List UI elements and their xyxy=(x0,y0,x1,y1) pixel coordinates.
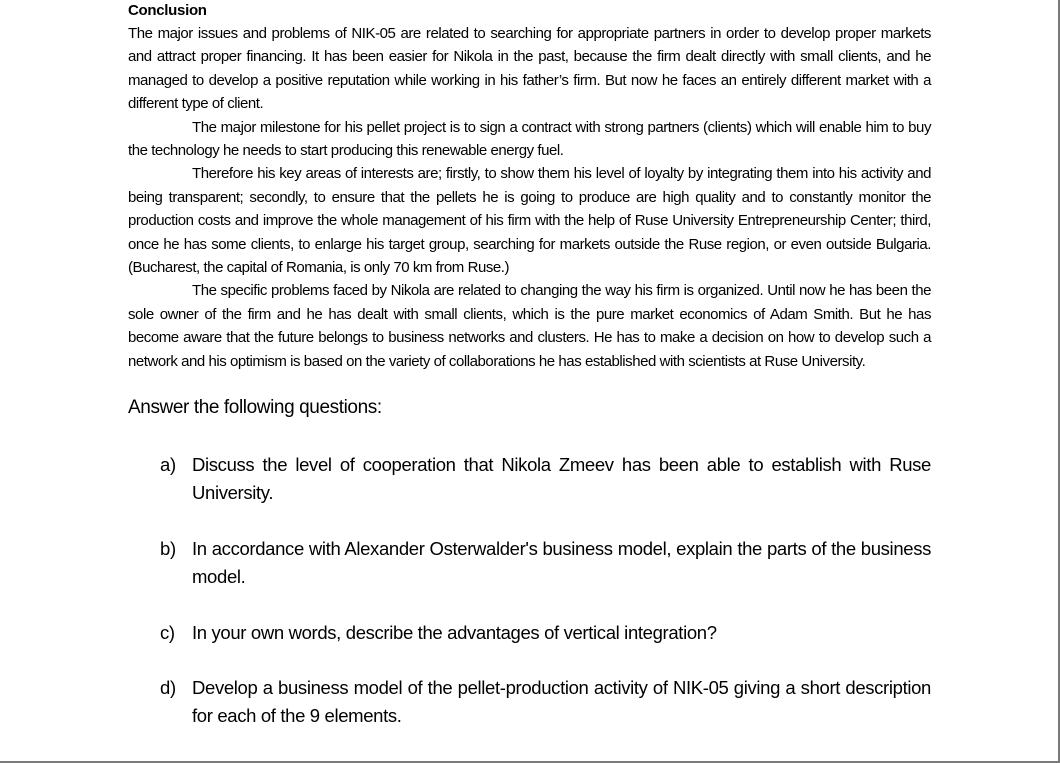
paragraph-specific-problems: The specific problems faced by Nikola are related to changing the way his firm is organized. Until now he has been the sole owner of the firm and he has dealt with small clients, which is the pure market economics of Adam Smith. But he has become aware that the future belongs to business networks and clusters. He has to make a decision on how to develop such a network and his optimism is based on the variety of collaborations he has established with scientists at Ruse University. xyxy=(128,282,931,370)
paragraph-issues: The major issues and problems of NIK-05 are related to searching for appropriate partners in order to develop proper markets and attract proper financing. It has been easier for Nikola in the past, because the firm dealt directly with small clients, and he managed to develop a positive reputation while working in his father’s firm. But now he faces an entirely different market with a different type of client. xyxy=(128,25,931,113)
question-text: Develop a business model of the pellet-production activity of NIK-05 giving a short description for each of the 9 elements. xyxy=(192,677,931,727)
questions-list xyxy=(128,451,931,730)
section-heading: Conclusion xyxy=(128,2,207,19)
question-text: Discuss the level of cooperation that Nikola Zmeev has been able to establish with Ruse University. xyxy=(192,454,931,504)
question-marker: d) xyxy=(160,677,176,699)
question-d xyxy=(128,674,931,730)
question-b xyxy=(128,535,931,591)
paragraph-milestone: The major milestone for his pellet project is to sign a contract with strong partners (clients) which will enable him to buy the technology he needs to start producing this renewable energy fuel. xyxy=(128,118,931,160)
question-marker: a) xyxy=(160,454,176,476)
paragraph-key-areas: Therefore his key areas of interests are; firstly, to show them his level of loyalty by integrating them into his activity and being transparent; secondly, to ensure that the pellets he is going to produce are high quality and to constantly monitor the production costs and improve the whole management of his firm with the help of Ruse University Entrepreneurship Center; third, once he has some clients, to enlarge his target group, searching for markets outside the Ruse region, or even outside Bulgaria. (Bucharest, the capital of Romania, is only 70 km from Ruse.) xyxy=(128,165,931,277)
question-marker: c) xyxy=(160,622,175,644)
question-text: In accordance with Alexander Osterwalder's business model, explain the parts of the business model. xyxy=(192,538,931,588)
question-c xyxy=(128,619,931,647)
question-marker: b) xyxy=(160,538,176,560)
document-body xyxy=(128,0,931,730)
question-a xyxy=(128,451,931,507)
question-text: In your own words, describe the advantages of vertical integration? xyxy=(192,622,717,644)
questions-title: Answer the following questions: xyxy=(128,397,382,419)
